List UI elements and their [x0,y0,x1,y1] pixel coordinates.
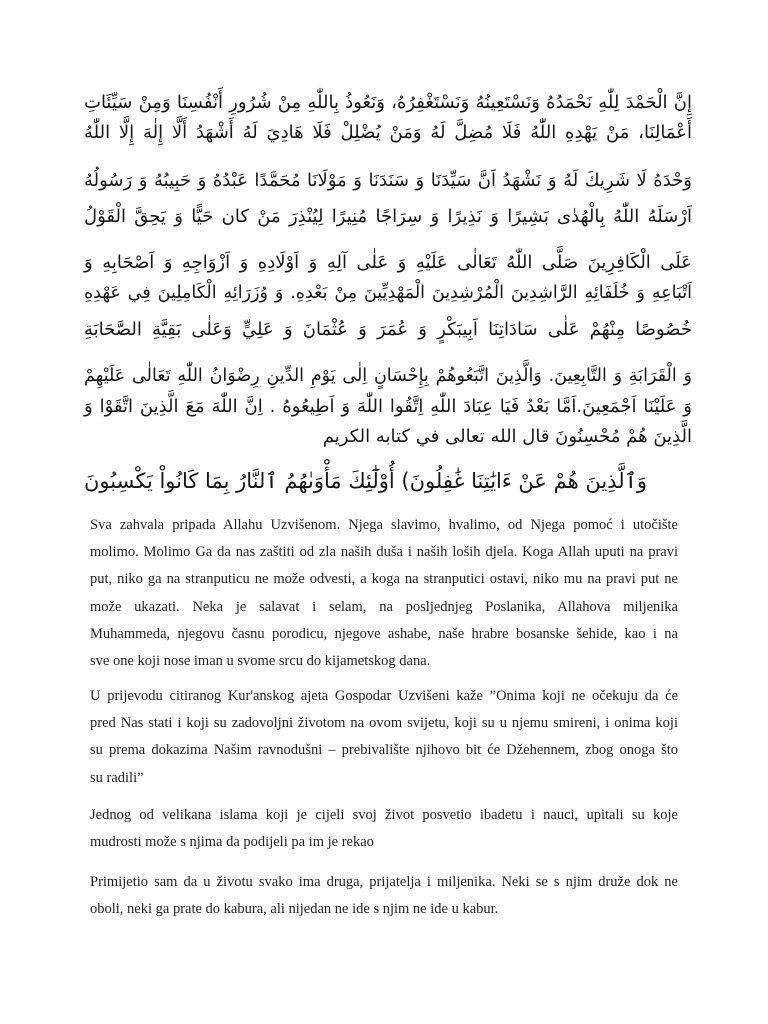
paragraph-line: su prema dokazima Našim ravnodušni – prebivalište njihovo bit će Džehennem, zbog onoga što [90,742,678,759]
arabic-line: اَرْسَلَهُ اللّٰهُ بِالْهُدٰى بَشِيرًا وَ نَذِيرًا وَ سِرَاجًا مُنِيرًا لِيُنْذِرَ مَنْ كان حَيًّا وَ يَحِقَّ الْقَوْلُ [84,206,692,227]
paragraph-line: put, niko ga na stranputicu ne može odvesti, a koga na stranputici ostavi, niko mu na pravi put ne [90,571,678,588]
paragraph [90,802,678,856]
paragraph-line: Muhammeda, njegovu časnu porodicu, njegove ashabe, naše hrabre bosanske šehide, kao i na [90,625,678,642]
paragraph-line: sve one koji nose iman u svome srcu do kijametskog dana. [90,653,431,670]
paragraph-line: mudrosti može s njima da podijeli pa im je rekao [90,834,374,851]
arabic-line: عَلَى الْكَافِرِينَ صَلَّى اللّٰهُ تَعَالٰى عَلَيْهِ وَ عَلٰى آلِهِ وَ اَوْلَادِهِ وَ اَزْوَاجِهِ وَ اَصْحَابِهِ وَ [84,252,692,273]
paragraph-line: U prijevodu citiranog Kur'anskog ajeta Gospodar Uzvišeni kaže ”Onima koji ne očekuju da će [90,688,678,704]
paragraph [90,512,678,675]
paragraph-line: oboli, neki ga prate do kabura, ali nijedan ne ide s njim ne ide u kabur. [90,901,499,918]
paragraph [90,869,678,923]
paragraph [90,683,678,792]
arabic-line: خُصُوصًا مِنْهُمْ عَلٰى سَادَاتِنَا اَبِيبَكْرٍ وَ عُمَرَ وَ عُثْمَانَ وَ عَلِيٍّ وَعَلٰى بَقِيَّةِ الصَّحَابَةِ [84,319,692,340]
quran-verse-line: وَٱلَّذِينَ هُمْ عَنْ ءَايَٰتِنَا غَٰفِلُونَ) أُوْلَٰٓئِكَ مَأْوَىٰهُمُ ٱلنَّارُ بِمَا كَانُواْ يَكْسِبُونَ [84,469,648,493]
paragraph-line: Jednog od velikana islama koji je cijeli svoj život posvetio ibadetu i nauci, upitali su koje [90,807,678,823]
arabic-khutbah-text [0,0,768,510]
arabic-line: وَحْدَهُ لَا شَرِيكَ لَهُ وَ نَشْهَدُ اَنَّ سَيِّدَنَا وَ سَنَدَنَا وَ مَوْلَانَا مُحَمَّدًا عَبْدُهُ وَ حَبِيبُهُ وَ رَسُولُهُ [84,170,692,191]
paragraph-line: Sva zahvala pripada Allahu Uzvišenom. Njega slavimo, hvalimo, od Njega pomoć i utočište [90,517,678,533]
arabic-line: الَّذِينَ هُمْ مُحْسِنُونَ قال الله تعالى في كتابه الكريم [322,426,692,447]
arabic-line: وَ الْقَرَابَةِ وَ التَّابِعِينَ. وَالَّذِينَ اتَّبَعُوهُمْ بِإِحْسَانٍ اِلٰى يَوْمِ الدِّينِ رِضْوَانُ اللّٰهِ تَعَالٰى عَلَيْهِمْ [84,366,692,386]
arabic-line: إِنَّ الْحَمْدَ لِلّٰهِ نَحْمَدُهُ وَنَسْتَعِينُهُ وَنَسْتَغْفِرُهُ، وَنَعُوذُ بِاللّٰهِ مِنْ شُرُورِ أَنْفُسِنَا وَمِنْ سَيِّئَاتِ [84,92,692,113]
arabic-line: وَ عَلَيْنَا اَجْمَعِينَ.اَمَّا بَعْدُ فَيَا عِبَادَ اللّٰهِ اِتَّقُوا اللّٰهَ وَ اَطِيعُوهُ . اِنَّ اللّٰهَ مَعَ الَّذِينَ اتَّقَوْا وَ [84,396,692,417]
arabic-line: أَعْمَالِنَا، مَنْ يَهْدِهِ اللّٰهُ فَلَا مُضِلَّ لَهُ وَمَنْ يُضْلِلْ فَلَا هَادِيَ لَهُ أَشْهَدُ أَلَّا إِلٰهَ إِلَّا اللّٰهُ [84,122,692,143]
arabic-line: اَتْبَاعِهِ وَ خُلَفَائِهِ الرَّاشِدِينَ الْمُرْشِدِينَ الْمَهْدِيِّينَ مِنْ بَعْدِهِ. وَ وُزَرَائِهِ الْكَامِلِينَ فِي عَهْدِهِ [84,283,692,303]
paragraph-line: su radili” [90,769,144,786]
paragraph-line: pred Nas stati i koji su zadovoljni životom na ovom svijetu, koji su u njemu smireni, i onima koji [90,715,678,732]
paragraph-line: može ukazati. Neka je salavat i selam, na posljednjeg Poslanika, Allahova miljenika [90,598,678,615]
paragraph-line: Primijetio sam da u životu svako ima druga, prijatelja i miljenika. Neki se s njim druže dok ne [90,874,678,890]
paragraph-line: molimo. Molimo Ga da nas zaštiti od zla naših duša i naših loših djela. Koga Allah uputi na pravi [90,544,678,561]
